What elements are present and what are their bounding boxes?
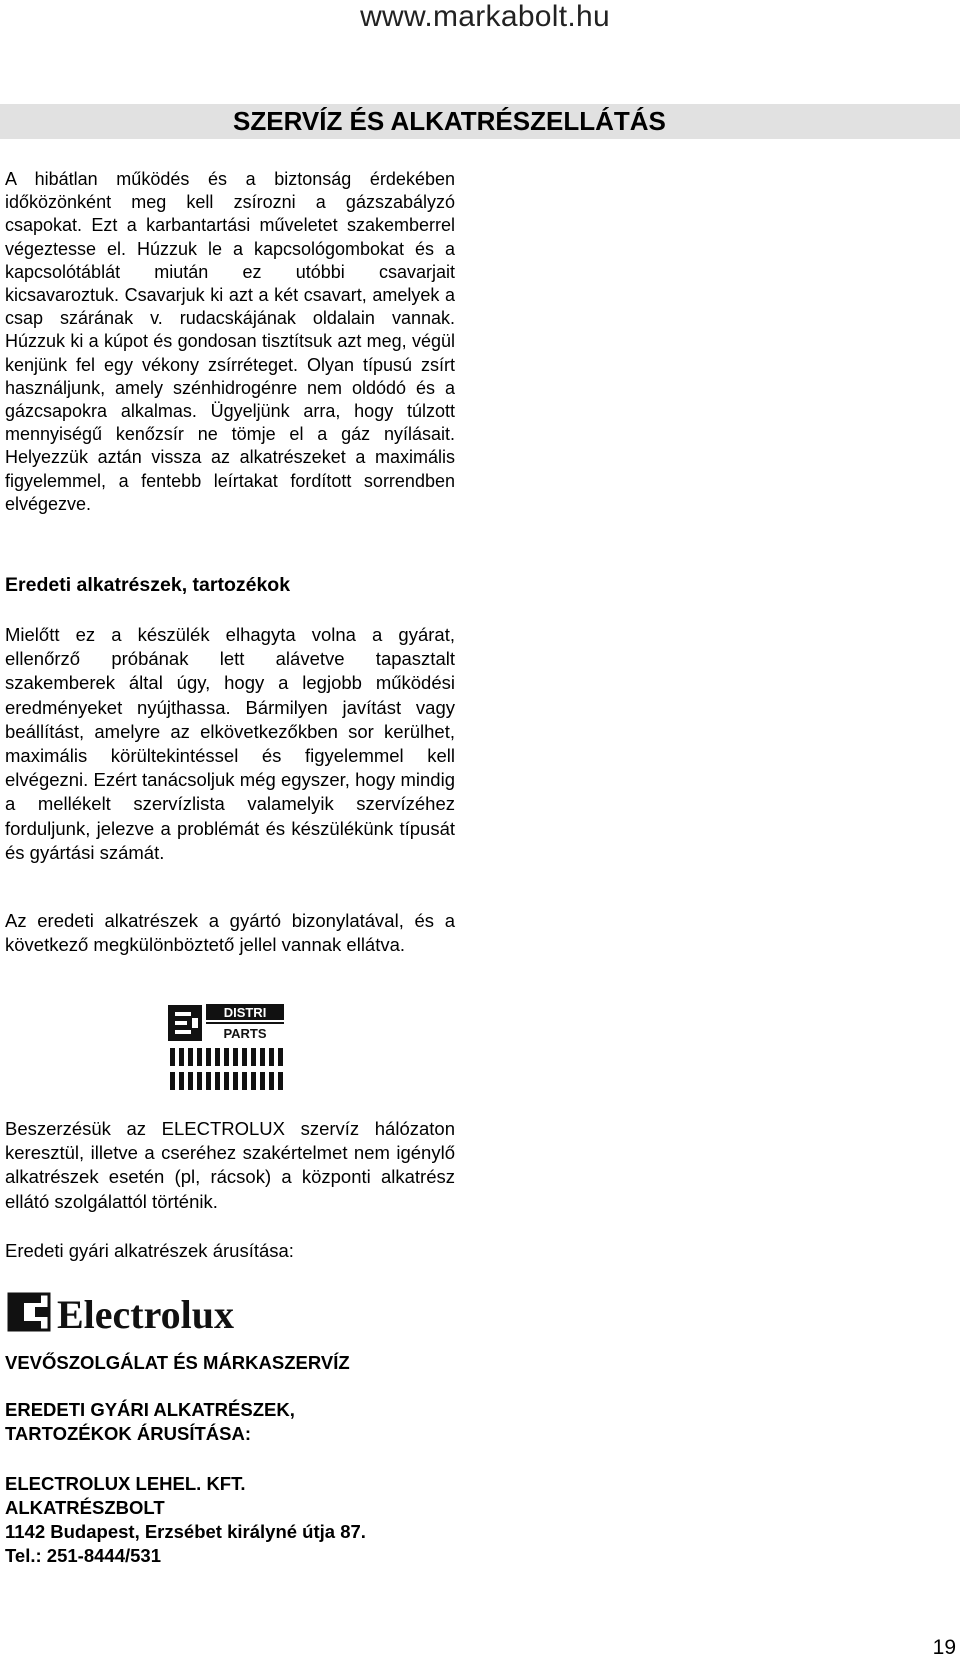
electrolux-logo — [5, 1290, 305, 1334]
shop-name: ALKATRÉSZBOLT — [5, 1497, 165, 1518]
parts-sale-heading-line2: TARTOZÉKOK ÁRUSÍTÁSA: — [5, 1423, 251, 1444]
service-heading: VEVŐSZOLGÁLAT ÉS MÁRKASZERVÍZ — [5, 1352, 350, 1373]
parts-sale-heading — [5, 1398, 295, 1446]
page-title: SZERVÍZ ÉS ALKATRÉSZELLÁTÁS — [233, 106, 666, 136]
page-number: 19 — [932, 1636, 956, 1659]
parts-sale-heading-line1: EREDETI GYÁRI ALKATRÉSZEK, — [5, 1399, 295, 1420]
address: 1142 Budapest, Erzsébet királyné útja 87. — [5, 1521, 366, 1542]
electrolux-emblem-icon — [9, 1294, 49, 1330]
original-parts-paragraph: Az eredeti alkatrészek a gyártó bizonylatával, és a következő megkülönböztető jellel vannak ellátva. — [5, 910, 455, 956]
factory-paragraph: Mielőtt ez a készülék elhagyta volna a gyárat, ellenőrző próbának lett alávetve tapasztalt szakemberek által úgy, hogy a legjobb működési eredményeket nyújthassa. Bármilyen javítást vagy beállítást, amelyre az elkövetkezőkben sor kerülhet, maximális körültekintéssel és figyelemmel kell elvégezni. Ezért tanácsoljuk még egyszer, hogy mindig a mellékelt szervízlista valamelyik szervízéhez forduljunk, jelezve a problémát és készülékünk típusát és gyártási számát. — [5, 624, 455, 863]
site-url: www.markabolt.hu — [360, 0, 610, 33]
distri-text: DISTRI — [223, 1005, 267, 1020]
contact-block — [5, 1472, 366, 1568]
section-heading: Eredeti alkatrészek, tartozékok — [5, 574, 291, 596]
maintenance-paragraph: A hibátlan működés és a biztonság érdekében időközönként meg kell zsírozni a gázszabályzó csapokat. Ezt a karbantartási műveletet szakemberrel végeztesse el. Húzzuk le a kapcsológombokat és a kapcsolótáblát miután ez utóbbi csavarjait kicsavaroztuk. Csavarjuk ki azt a két csavart, amelyek a csap szárának v. rudacskájának oldalain vannak. Húzzuk ki a kúpot és gondosan tisztítsuk azt meg, végül kenjünk fel egy vékony zsírréteget. Olyan típusú zsírt használjunk, amely szénhidrogénre nem oldódó és a gázcsapokra alkalmas. Ügyeljünk arra, hogy túlzott mennyiségű kenőzsír ne tömje el a gáz nyílásait. Helyezzük aztán vissza az alkatrészeket a maximális figyelemmel, a fentebb leírtakat fordított sorrendben elvégezve. — [5, 169, 455, 514]
electrolux-wordmark: Electrolux — [57, 1292, 235, 1334]
phone-number: Tel.: 251-8444/531 — [5, 1545, 161, 1566]
company-name: ELECTROLUX LEHEL. KFT. — [5, 1473, 246, 1494]
original-parts-sale-label: Eredeti gyári alkatrészek árusítása: — [5, 1240, 294, 1261]
distri-divider — [206, 1022, 284, 1024]
parts-text: PARTS — [223, 1026, 267, 1041]
distri-e-mark — [168, 1005, 202, 1041]
procurement-paragraph: Beszerzésük az ELECTROLUX szervíz hálózaton keresztül, illetve a cseréhez szakértelmet nem igénylő alkatrészek esetén (pl, rácsok) a központi alkatrész ellátó szolgálattól történik. — [5, 1118, 455, 1212]
distri-parts-logo — [168, 1000, 288, 1100]
